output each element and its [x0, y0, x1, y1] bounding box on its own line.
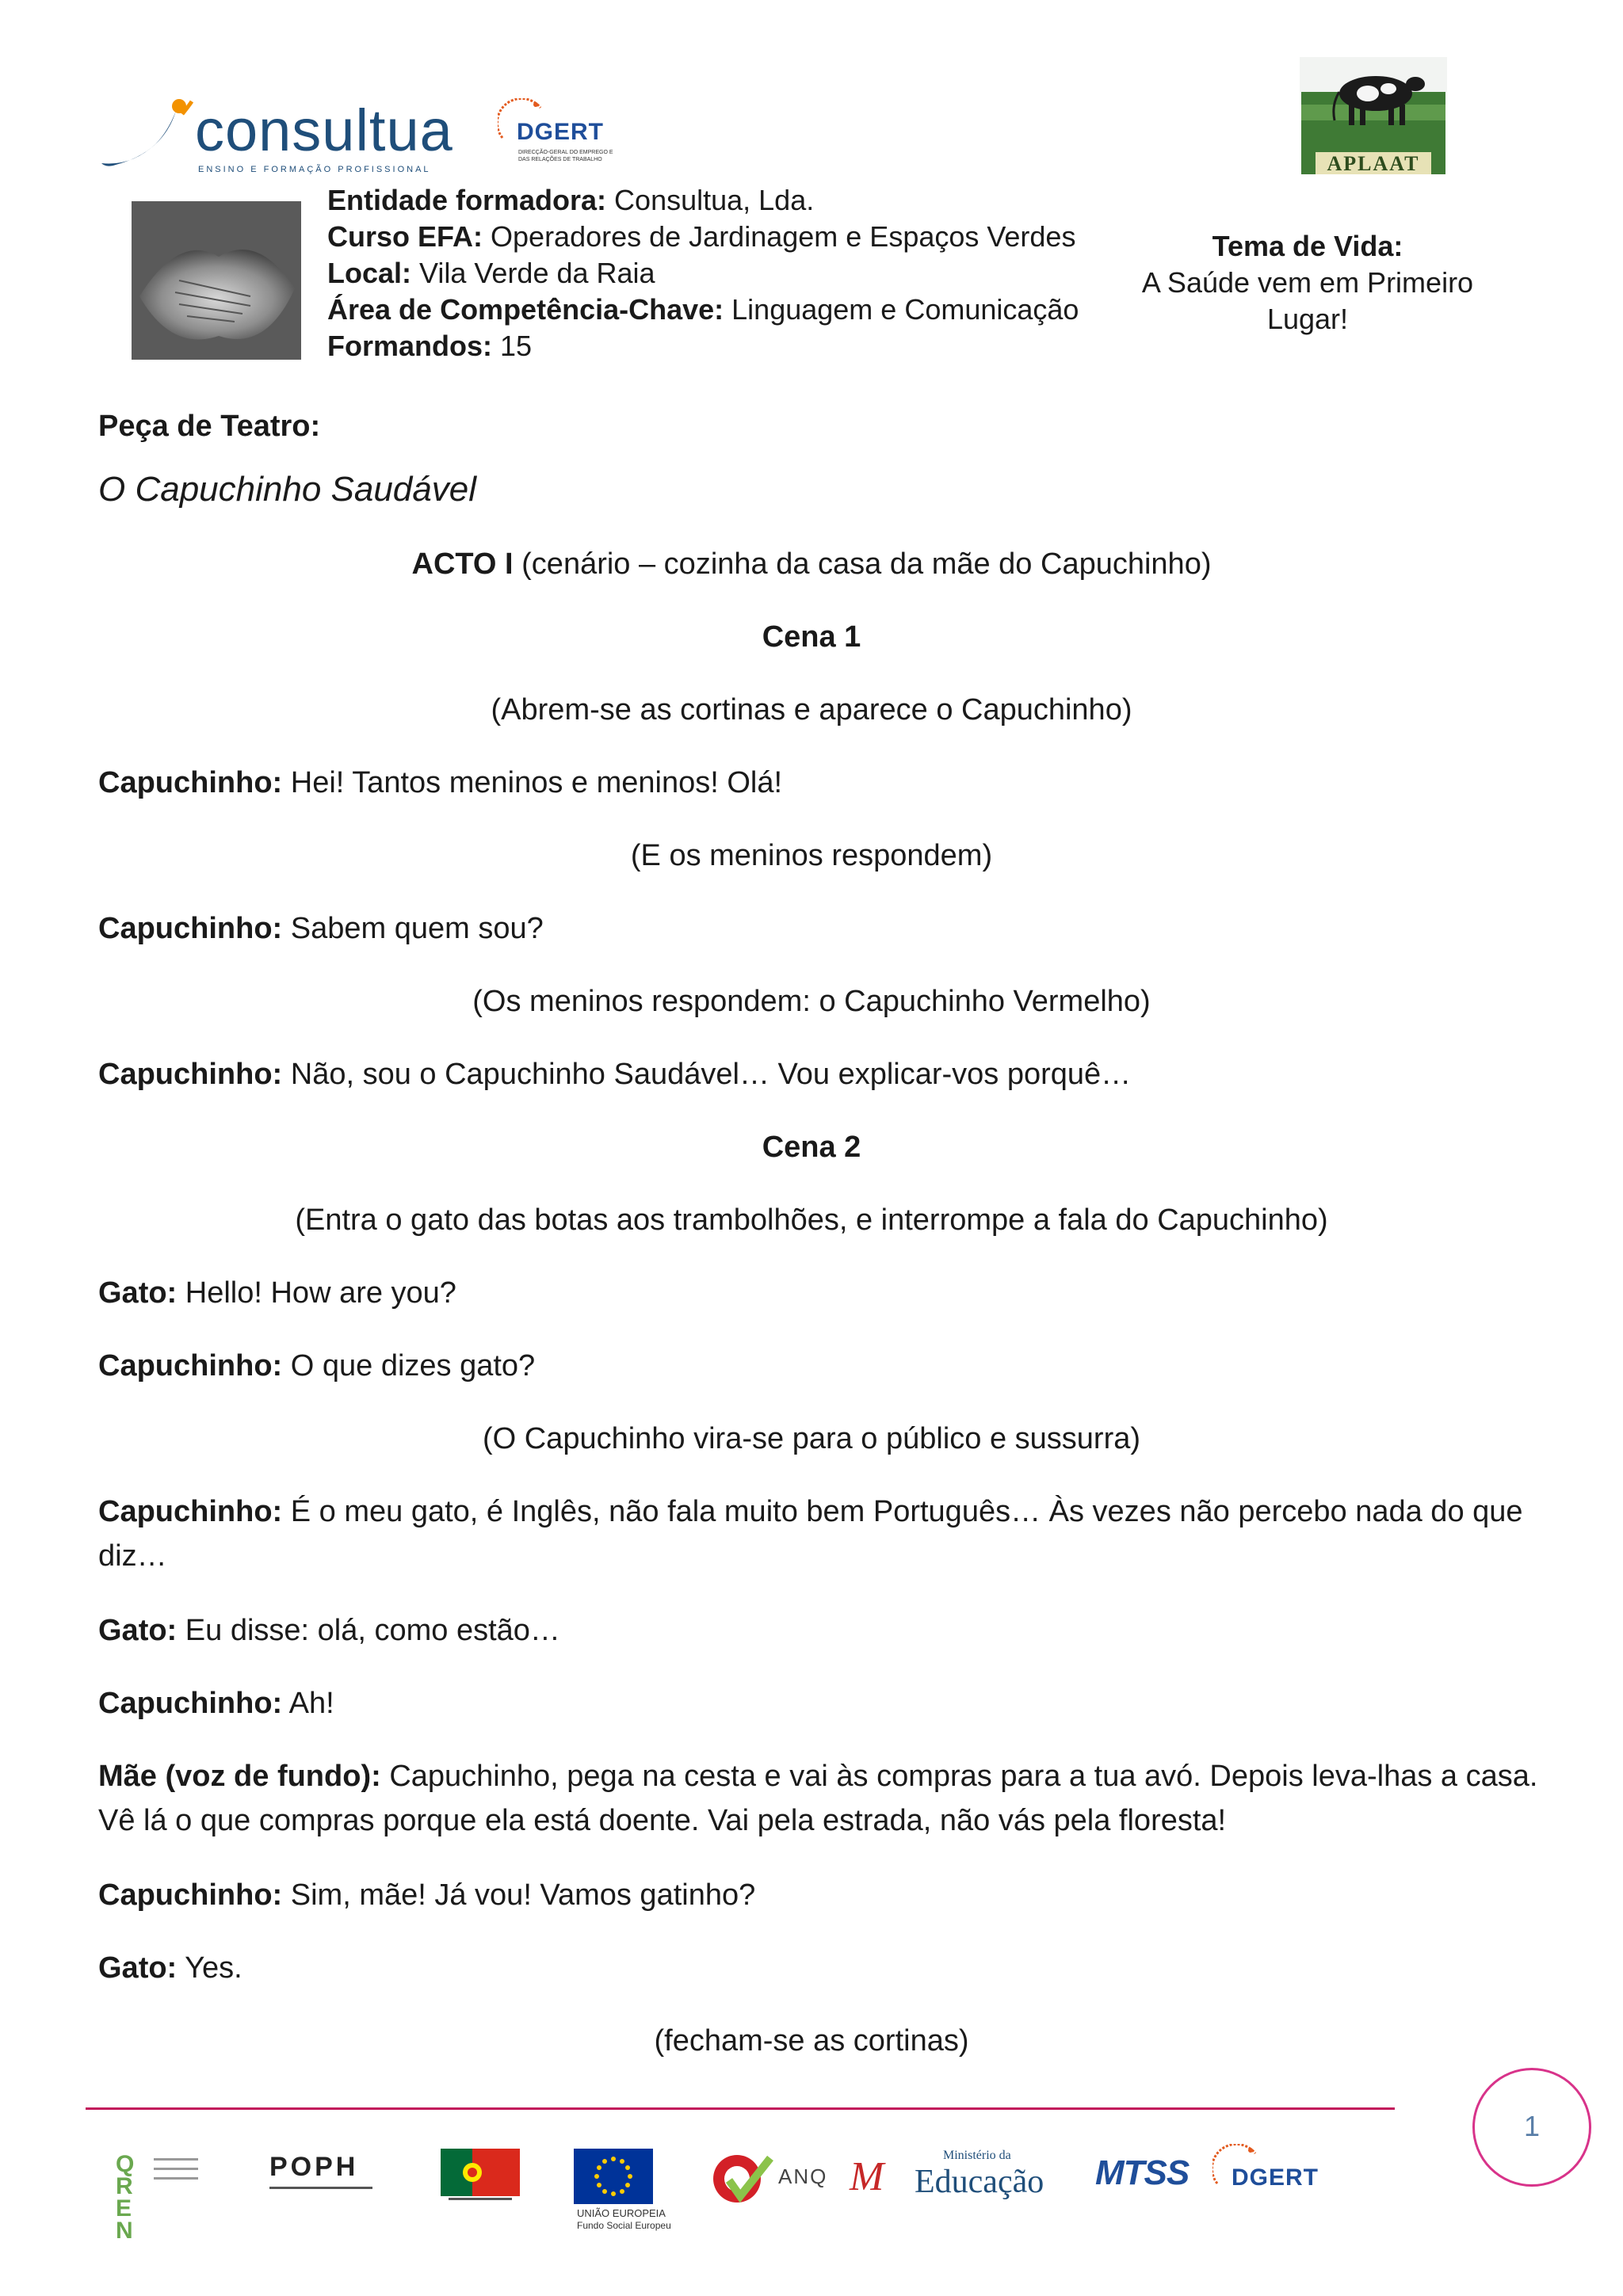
- stage-direction-1: (Abrem-se as cortinas e aparece o Capuchinho): [491, 693, 1132, 727]
- dgert-label: DGERT: [517, 119, 604, 145]
- dialogue-line-9: [98, 1754, 1537, 1798]
- act-desc: (cenário – cozinha da casa da mãe do Capuchinho): [513, 547, 1212, 581]
- speaker: Capuchinho:: [98, 1058, 283, 1091]
- poph-logo: [269, 2149, 372, 2196]
- anq-label: ANQ: [778, 2164, 828, 2188]
- dgert-logo: [498, 98, 617, 173]
- me-label: Educação: [915, 2164, 1044, 2200]
- peca-label: Peça de Teatro:: [98, 410, 321, 443]
- open-hands-icon: [132, 201, 301, 360]
- eu-logo: [574, 2149, 677, 2231]
- formandos-label: Formandos:: [327, 330, 493, 362]
- portugal-flag-icon: [441, 2149, 520, 2201]
- dialogue-line-2: [98, 906, 544, 951]
- dialogue-line-10: [98, 1873, 755, 1917]
- line-text: Não, sou o Capuchinho Saudável… Vou explicar-vos porquê…: [282, 1058, 1132, 1091]
- stage-direction-4: (Entra o gato das botas aos trambolhões, e interrompe a fala do Capuchinho): [295, 1203, 1328, 1237]
- ministerio-educacao-logo: [850, 2149, 1056, 2212]
- anq-mark-icon: [705, 2149, 777, 2212]
- page-number: 1: [1523, 2110, 1541, 2142]
- speaker: Capuchinho:: [98, 912, 283, 945]
- qren-label: QREN: [116, 2151, 136, 2244]
- dialogue-line-6: [98, 1489, 1523, 1534]
- dgert-footer-logo: [1212, 2144, 1331, 2218]
- stage-direction-5: (O Capuchinho vira-se para o público e sussurra): [482, 1422, 1141, 1455]
- dgert-sub: DIRECÇÃO-GERAL DO EMPREGO E DAS RELAÇÕES DE TRABALHO: [518, 150, 613, 162]
- aplaat-logo: [1300, 57, 1447, 176]
- qren-logo: [116, 2149, 211, 2244]
- footer-divider: [86, 2107, 1395, 2110]
- dialogue-line-11: [98, 1946, 242, 1990]
- curso-value: Operadores de Jardinagem e Espaços Verdes: [483, 220, 1076, 253]
- speaker: Gato:: [98, 1614, 178, 1647]
- eu-label-2: Fundo Social Europeu: [577, 2220, 671, 2231]
- eu-label-1: UNIÃO EUROPEIA: [577, 2207, 666, 2219]
- speaker: Capuchinho:: [98, 1349, 283, 1383]
- entidade-value: Consultua, Lda.: [606, 184, 815, 216]
- dialogue-line-7: [98, 1608, 560, 1653]
- tema-line2: Lugar!: [1266, 303, 1349, 335]
- info-curso: [327, 219, 1075, 255]
- eu-flag-icon: [574, 2149, 653, 2204]
- page-number-badge: [1472, 2068, 1591, 2187]
- scene-1-heading: [0, 615, 1623, 659]
- stage-direction-6: (fecham-se as cortinas): [654, 2024, 969, 2058]
- line-text: Yes.: [177, 1951, 242, 1985]
- mtss-label: MTSS: [1095, 2153, 1190, 2192]
- stage-direction-3: (Os meninos respondem: o Capuchinho Vermelho): [472, 985, 1151, 1018]
- mtss-logo: [1095, 2149, 1190, 2212]
- speaker: Capuchinho:: [98, 766, 283, 799]
- portugal-flag-logo: [441, 2149, 520, 2204]
- speaker: Mãe (voz de fundo):: [98, 1760, 381, 1793]
- scene-1-label: Cena 1: [762, 620, 861, 654]
- line-text: Eu disse: olá, como estão…: [177, 1614, 560, 1647]
- dialogue-line-1: [98, 761, 782, 805]
- tema-de-vida: [1109, 228, 1506, 338]
- info-area: [327, 292, 1079, 328]
- consultua-tagline: ENSINO E FORMAÇÃO PROFISSIONAL: [198, 165, 431, 174]
- play-title: O Capuchinho Saudável: [98, 470, 476, 509]
- scene-2-label: Cena 2: [762, 1131, 861, 1164]
- aplaat-label: APLAAT: [1327, 152, 1420, 175]
- me-mark-icon: M: [850, 2154, 884, 2199]
- consultua-swoosh-icon: [100, 97, 195, 176]
- speaker: Capuchinho:: [98, 1495, 283, 1528]
- curso-label: Curso EFA:: [327, 220, 483, 253]
- act-heading: [0, 542, 1623, 586]
- scene-2-heading: [0, 1125, 1623, 1169]
- line-text: O que dizes gato?: [282, 1349, 536, 1383]
- consultua-name: consultua: [195, 97, 453, 163]
- entidade-label: Entidade formadora:: [327, 184, 607, 216]
- line-text: Capuchinho, pega na cesta e vai às compras para a tua avó. Depois leva-lhas a casa.: [380, 1760, 1538, 1793]
- speaker: Capuchinho:: [98, 1687, 283, 1720]
- consultua-logo: [100, 97, 453, 176]
- line-text: Ah!: [282, 1687, 334, 1720]
- dialogue-line-5: [98, 1344, 535, 1388]
- dialogue-line-9-cont: Vê lá o que compras porque ela está doente. Vai pela estrada, não vás pela floresta!: [98, 1804, 1227, 1837]
- line-text: Sabem quem sou?: [282, 912, 544, 945]
- local-label: Local:: [327, 257, 412, 289]
- speaker: Gato:: [98, 1276, 178, 1310]
- speaker: Gato:: [98, 1951, 178, 1985]
- speaker: Capuchinho:: [98, 1878, 283, 1912]
- info-local: [327, 255, 655, 292]
- line-text: Hello! How are you?: [177, 1276, 456, 1310]
- area-label: Área de Competência-Chave:: [327, 293, 724, 326]
- line-text: Hei! Tantos meninos e meninos! Olá!: [282, 766, 783, 799]
- line-text: Sim, mãe! Já vou! Vamos gatinho?: [282, 1878, 756, 1912]
- dialogue-line-6-cont: diz…: [98, 1539, 167, 1573]
- tema-label: Tema de Vida:: [1212, 230, 1403, 262]
- stage-direction-2: (E os meninos respondem): [630, 839, 993, 872]
- tema-line1: A Saúde vem em Primeiro: [1141, 266, 1474, 299]
- line-text: É o meu gato, é Inglês, não fala muito bem Português… Às vezes não percebo nada do que: [282, 1495, 1523, 1528]
- info-entidade: [327, 182, 814, 219]
- dialogue-line-4: [98, 1271, 456, 1315]
- act-label: ACTO I: [411, 547, 514, 581]
- formandos-value: 15: [492, 330, 533, 362]
- hands-photo: [132, 201, 301, 360]
- local-value: Vila Verde da Raia: [411, 257, 655, 289]
- anq-logo: [705, 2149, 832, 2212]
- info-formandos: [327, 328, 532, 364]
- dialogue-line-3: [98, 1052, 1131, 1097]
- area-value: Linguagem e Comunicação: [724, 293, 1079, 326]
- me-label-top: Ministério da: [943, 2149, 1011, 2162]
- poph-label: POPH: [269, 2152, 359, 2182]
- dialogue-line-8: [98, 1681, 334, 1726]
- dgert-footer-label: DGERT: [1232, 2164, 1319, 2191]
